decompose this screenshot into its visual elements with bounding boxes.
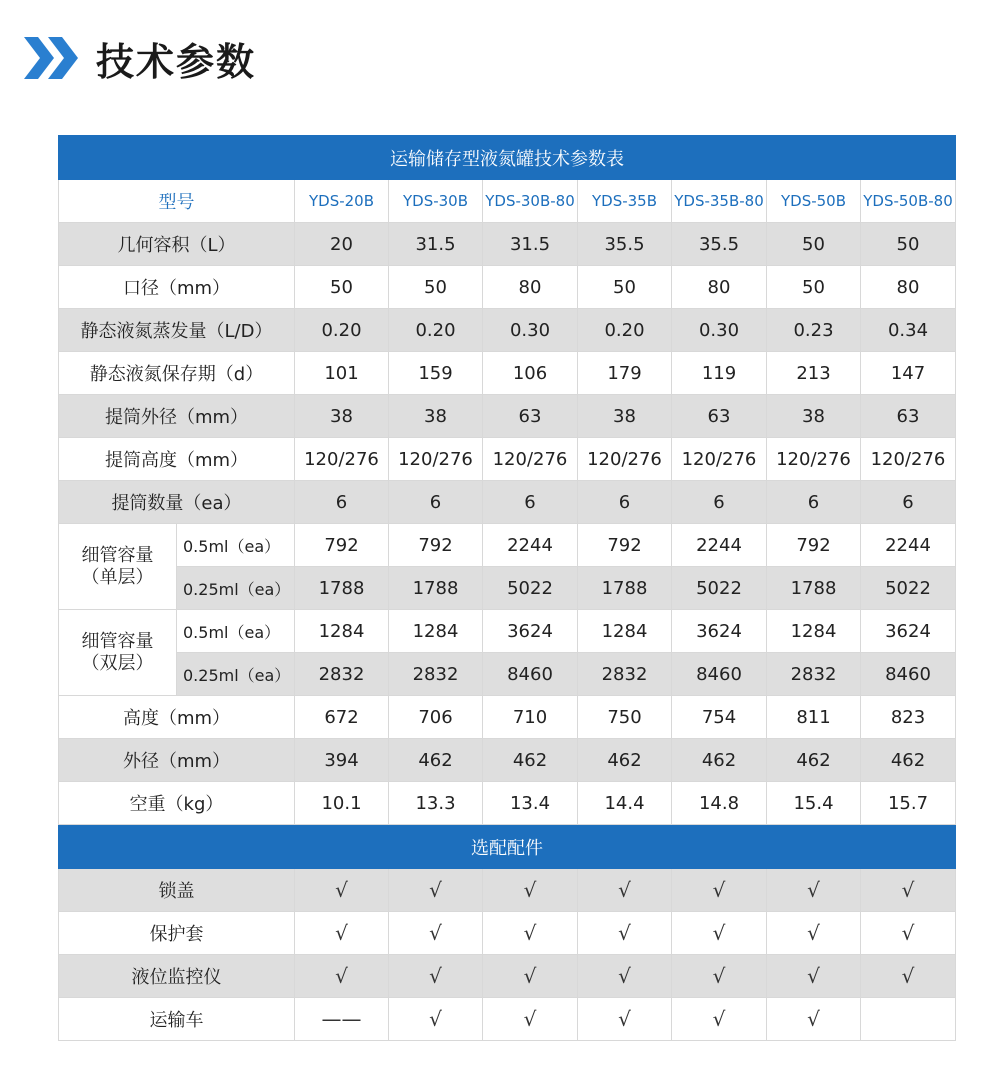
value-cell: 1284 (295, 610, 389, 653)
value-cell: 0.34 (861, 309, 956, 352)
value-cell: 15.4 (767, 782, 861, 825)
table-row (59, 610, 956, 653)
value-cell: 80 (861, 266, 956, 309)
value-cell: 462 (389, 739, 483, 782)
value-cell: 8460 (483, 653, 578, 696)
check-cell: √ (767, 869, 861, 912)
value-cell: 63 (861, 395, 956, 438)
value-cell: 120/276 (578, 438, 672, 481)
value-cell: 38 (578, 395, 672, 438)
model-name: YDS-30B-80 (483, 180, 578, 223)
model-name: YDS-20B (295, 180, 389, 223)
value-cell: 2832 (767, 653, 861, 696)
check-cell: √ (672, 912, 767, 955)
check-cell: √ (389, 912, 483, 955)
check-cell: √ (861, 869, 956, 912)
check-cell: √ (672, 998, 767, 1041)
value-cell: 792 (295, 524, 389, 567)
value-cell: 50 (861, 223, 956, 266)
row-label: 保护套 (59, 912, 295, 955)
group-label-line: （双层） (81, 652, 154, 674)
check-cell: √ (578, 869, 672, 912)
value-cell: 792 (767, 524, 861, 567)
group-label-line: （单层） (81, 566, 154, 588)
value-cell: 159 (389, 352, 483, 395)
value-cell: 1788 (767, 567, 861, 610)
row-label: 几何容积（L） (59, 223, 295, 266)
value-cell: 792 (389, 524, 483, 567)
check-cell: √ (861, 955, 956, 998)
value-cell: 0.23 (767, 309, 861, 352)
table-title-band-cell: 运输储存型液氮罐技术参数表 (59, 136, 956, 180)
value-cell: 31.5 (483, 223, 578, 266)
value-cell: 6 (672, 481, 767, 524)
check-cell: —— (295, 998, 389, 1041)
model-name: YDS-50B (767, 180, 861, 223)
value-cell: 101 (295, 352, 389, 395)
value-cell: 35.5 (672, 223, 767, 266)
value-cell: 3624 (483, 610, 578, 653)
check-cell: √ (389, 869, 483, 912)
page-title: 技术参数 (96, 39, 257, 84)
model-name: YDS-30B (389, 180, 483, 223)
row-label: 提筒数量（ea） (59, 481, 295, 524)
value-cell: 3624 (861, 610, 956, 653)
table-title-band (59, 136, 956, 180)
row-label: 静态液氮蒸发量（L/D） (59, 309, 295, 352)
check-cell: √ (578, 912, 672, 955)
value-cell: 1788 (578, 567, 672, 610)
value-cell: 2244 (672, 524, 767, 567)
value-cell: 462 (767, 739, 861, 782)
value-cell: 120/276 (389, 438, 483, 481)
value-cell: 2244 (483, 524, 578, 567)
value-cell: 179 (578, 352, 672, 395)
row-label: 高度（mm） (59, 696, 295, 739)
value-cell: 0.20 (578, 309, 672, 352)
value-cell: 1284 (767, 610, 861, 653)
table-row (59, 481, 956, 524)
check-cell: √ (861, 912, 956, 955)
double-chevron-icon (24, 33, 84, 83)
check-cell (861, 998, 956, 1041)
group-label (59, 610, 177, 696)
table-row (59, 223, 956, 266)
value-cell: 750 (578, 696, 672, 739)
check-cell: √ (295, 912, 389, 955)
value-cell: 672 (295, 696, 389, 739)
row-label: 静态液氮保存期（d） (59, 352, 295, 395)
value-cell: 5022 (861, 567, 956, 610)
row-label: 外径（mm） (59, 739, 295, 782)
value-cell: 50 (767, 266, 861, 309)
value-cell: 63 (672, 395, 767, 438)
table-row (59, 912, 956, 955)
value-cell: 462 (861, 739, 956, 782)
value-cell: 14.4 (578, 782, 672, 825)
table-row (59, 998, 956, 1041)
value-cell: 0.30 (483, 309, 578, 352)
value-cell: 2244 (861, 524, 956, 567)
value-cell: 0.30 (672, 309, 767, 352)
value-cell: 120/276 (767, 438, 861, 481)
value-cell: 14.8 (672, 782, 767, 825)
group-label-line: 细管容量 (81, 630, 154, 652)
check-cell: √ (483, 998, 578, 1041)
check-cell: √ (578, 998, 672, 1041)
sub-label: 0.25ml（ea） (177, 567, 295, 610)
value-cell: 6 (483, 481, 578, 524)
value-cell: 0.20 (389, 309, 483, 352)
value-cell: 6 (389, 481, 483, 524)
value-cell: 1284 (578, 610, 672, 653)
value-cell: 792 (578, 524, 672, 567)
row-label: 空重（kg） (59, 782, 295, 825)
value-cell: 710 (483, 696, 578, 739)
value-cell: 20 (295, 223, 389, 266)
row-label: 运输车 (59, 998, 295, 1041)
row-label: 提筒外径（mm） (59, 395, 295, 438)
model-name: YDS-50B-80 (861, 180, 956, 223)
check-cell: √ (389, 955, 483, 998)
value-cell: 120/276 (861, 438, 956, 481)
check-cell: √ (389, 998, 483, 1041)
row-label: 口径（mm） (59, 266, 295, 309)
table-row (59, 309, 956, 352)
table-row (59, 869, 956, 912)
row-label: 提筒高度（mm） (59, 438, 295, 481)
check-cell: √ (295, 869, 389, 912)
value-cell: 754 (672, 696, 767, 739)
value-cell: 120/276 (672, 438, 767, 481)
value-cell: 213 (767, 352, 861, 395)
value-cell: 462 (578, 739, 672, 782)
check-cell: √ (483, 869, 578, 912)
table-row (59, 696, 956, 739)
table-row (59, 653, 956, 696)
value-cell: 2832 (389, 653, 483, 696)
value-cell: 5022 (672, 567, 767, 610)
check-cell: √ (672, 869, 767, 912)
value-cell: 106 (483, 352, 578, 395)
table-row (59, 266, 956, 309)
value-cell: 35.5 (578, 223, 672, 266)
group-label-line: 细管容量 (81, 544, 154, 566)
value-cell: 1788 (389, 567, 483, 610)
value-cell: 6 (767, 481, 861, 524)
table-row (59, 352, 956, 395)
value-cell: 823 (861, 696, 956, 739)
check-cell: √ (483, 955, 578, 998)
value-cell: 38 (389, 395, 483, 438)
check-cell: √ (767, 998, 861, 1041)
table-row (59, 524, 956, 567)
value-cell: 1788 (295, 567, 389, 610)
table-row (59, 782, 956, 825)
table-row (59, 438, 956, 481)
value-cell: 50 (295, 266, 389, 309)
model-label: 型号 (59, 180, 295, 223)
value-cell: 5022 (483, 567, 578, 610)
value-cell: 63 (483, 395, 578, 438)
row-label: 液位监控仪 (59, 955, 295, 998)
table-row (59, 955, 956, 998)
value-cell: 10.1 (295, 782, 389, 825)
sub-label: 0.5ml（ea） (177, 524, 295, 567)
accessories-band-cell: 选配配件 (59, 825, 956, 869)
value-cell: 394 (295, 739, 389, 782)
value-cell: 50 (389, 266, 483, 309)
value-cell: 0.20 (295, 309, 389, 352)
accessories-band (59, 825, 956, 869)
value-cell: 2832 (295, 653, 389, 696)
value-cell: 38 (767, 395, 861, 438)
check-cell: √ (672, 955, 767, 998)
value-cell: 38 (295, 395, 389, 438)
value-cell: 13.4 (483, 782, 578, 825)
row-label: 锁盖 (59, 869, 295, 912)
sub-label: 0.5ml（ea） (177, 610, 295, 653)
value-cell: 462 (672, 739, 767, 782)
check-cell: √ (483, 912, 578, 955)
table-row (59, 395, 956, 438)
value-cell: 6 (295, 481, 389, 524)
value-cell: 1284 (389, 610, 483, 653)
value-cell: 120/276 (295, 438, 389, 481)
value-cell: 811 (767, 696, 861, 739)
value-cell: 15.7 (861, 782, 956, 825)
value-cell: 6 (861, 481, 956, 524)
value-cell: 31.5 (389, 223, 483, 266)
value-cell: 6 (578, 481, 672, 524)
model-name: YDS-35B (578, 180, 672, 223)
value-cell: 462 (483, 739, 578, 782)
group-label (59, 524, 177, 610)
table-row (59, 739, 956, 782)
model-header-row (59, 180, 956, 223)
check-cell: √ (578, 955, 672, 998)
value-cell: 2832 (578, 653, 672, 696)
table-row (59, 567, 956, 610)
value-cell: 50 (767, 223, 861, 266)
value-cell: 8460 (672, 653, 767, 696)
spec-table (58, 135, 956, 1041)
value-cell: 706 (389, 696, 483, 739)
check-cell: √ (767, 912, 861, 955)
value-cell: 147 (861, 352, 956, 395)
value-cell: 120/276 (483, 438, 578, 481)
value-cell: 8460 (861, 653, 956, 696)
check-cell: √ (295, 955, 389, 998)
value-cell: 80 (483, 266, 578, 309)
sub-label: 0.25ml（ea） (177, 653, 295, 696)
value-cell: 13.3 (389, 782, 483, 825)
value-cell: 3624 (672, 610, 767, 653)
value-cell: 119 (672, 352, 767, 395)
page-header (24, 30, 256, 86)
check-cell: √ (767, 955, 861, 998)
model-name: YDS-35B-80 (672, 180, 767, 223)
value-cell: 80 (672, 266, 767, 309)
value-cell: 50 (578, 266, 672, 309)
